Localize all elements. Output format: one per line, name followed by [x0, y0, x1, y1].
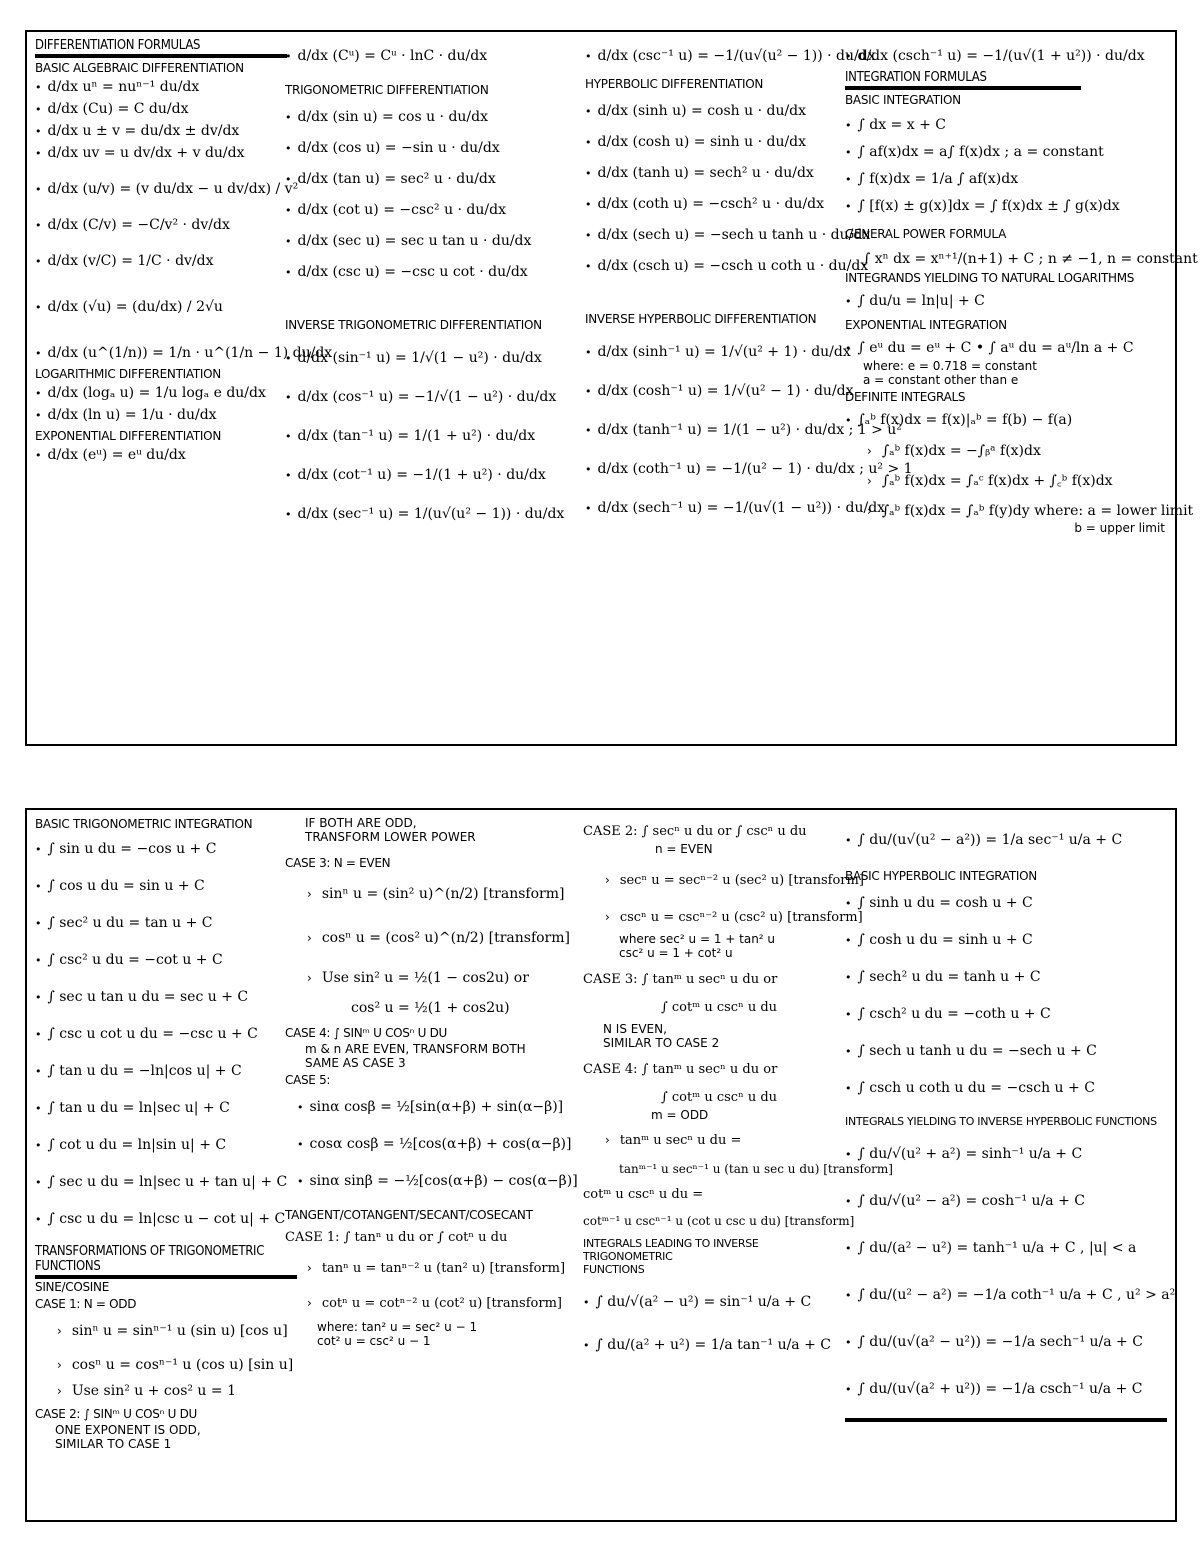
formula: • ∫ du/(a² + u²) = 1/a tan⁻¹ u/a + C: [583, 1337, 845, 1354]
hyperbolic-diff-heading: HYPERBOLIC DIFFERENTIATION: [585, 77, 764, 91]
formula: • d/dx u ± v = du/dx ± dv/dx: [35, 123, 287, 140]
formula: › tanⁿ u = tanⁿ⁻² u (tan² u) [transform]: [285, 1260, 585, 1277]
formula: • ∫ csch² u du = −coth u + C: [845, 1006, 1175, 1023]
inverse-trig-diff-heading: INVERSE TRIGONOMETRIC DIFFERENTIATION: [285, 318, 542, 332]
formula: › cscⁿ u = cscⁿ⁻² u (csc² u) [transform]: [583, 909, 845, 926]
formula: • sinα sinβ = −½[cos(α+β) − cos(α−β)]: [297, 1173, 585, 1190]
formula: • ∫ [f(x) ± g(x)]dx = ∫ f(x)dx ± ∫ g(x)dx: [845, 198, 1175, 215]
exponential-integration-heading: EXPONENTIAL INTEGRATION: [845, 318, 1007, 332]
basic-trig-integration-heading: BASIC TRIGONOMETRIC INTEGRATION: [35, 817, 253, 831]
formula: tanᵐ⁻¹ u secⁿ⁻¹ u (tan u sec u du) [transform]: [619, 1162, 893, 1176]
formula: • d/dx (csc u) = −csc u cot · du/dx: [285, 264, 577, 281]
formula: • d/dx (logₐ u) = 1/u logₐ e du/dx: [35, 385, 287, 402]
formula: • d/dx (sec⁻¹ u) = 1/(u√(u² − 1)) · du/dx: [285, 506, 577, 523]
formula: • ∫ sec u tan u du = sec u + C: [35, 989, 297, 1006]
trig-powers-column: [285, 814, 585, 1516]
formula: • ∫ csch u coth u du = −csch u + C: [845, 1080, 1175, 1097]
formula: • ∫ sec u du = ln|sec u + tan u| + C: [35, 1174, 297, 1191]
case-2-even-note: n = EVEN: [655, 842, 713, 856]
natural-log-heading: INTEGRANDS YIELDING TO NATURAL LOGARITHMS: [845, 271, 1135, 285]
formula: • ∫ du/(u² − a²) = −1/a coth⁻¹ u/a + C , u² > a²: [845, 1287, 1175, 1304]
case-3-heading: CASE 3: N = EVEN: [285, 856, 391, 870]
formula: • ∫ du/(u√(u² − a²)) = 1/a sec⁻¹ u/a + C: [845, 832, 1175, 849]
formula: • d/dx (cot u) = −csc² u · du/dx: [285, 202, 577, 219]
formula: • d/dx (coth⁻¹ u) = −1/(u² − 1) · du/dx ; u² > 1: [585, 461, 847, 478]
formula: • d/dx (tanh u) = sech² u · du/dx: [585, 165, 847, 182]
trig-integration-column: [35, 814, 297, 1516]
formula: • ∫ cosh u du = sinh u + C: [845, 932, 1175, 949]
formula: • d/dx (cosh⁻¹ u) = 1/√(u² − 1) · du/dx: [585, 383, 847, 400]
logarithmic-heading: LOGARITHMIC DIFFERENTIATION: [35, 367, 221, 381]
basic-integration-heading: BASIC INTEGRATION: [845, 93, 961, 107]
formula: • d/dx (C/v) = −C/v² · dv/dx: [35, 217, 287, 234]
formula: • d/dx (ln u) = 1/u · du/dx: [35, 407, 287, 424]
formula: • ∫ du/(a² − u²) = tanh⁻¹ u/a + C , |u| < a: [845, 1240, 1175, 1257]
formula: CASE 4: ∫ tanᵐ u secⁿ u du or: [583, 1062, 778, 1077]
formula: • d/dx (sech u) = −sech u tanh u · du/dx: [585, 227, 847, 244]
formula: › ∫ₐᵇ f(x)dx = ∫ₐᵇ f(y)dy where: a = lower limit: [845, 503, 1175, 519]
formula: • sinα cosβ = ½[sin(α+β) + sin(α−β)]: [297, 1099, 585, 1116]
formula: • ∫ sec² u du = tan u + C: [35, 915, 297, 932]
closing-rule: [845, 1418, 1167, 1422]
formula: • d/dx uⁿ = nuⁿ⁻¹ du/dx: [35, 79, 287, 96]
formula: › Use sin² u + cos² u = 1: [35, 1383, 297, 1399]
formula: • d/dx (v/C) = 1/C · dv/dx: [35, 253, 287, 270]
formula: • d/dx (cos⁻¹ u) = −1/√(1 − u²) · du/dx: [285, 389, 577, 406]
formula: CASE 1: ∫ tanⁿ u du or ∫ cotⁿ u du: [285, 1230, 508, 1245]
formula: cotᵐ u cscⁿ u du =: [583, 1187, 704, 1202]
formula: • ∫ cot u du = ln|sin u| + C: [35, 1137, 297, 1154]
formula: • d/dx (√u) = (du/dx) / 2√u: [35, 299, 287, 316]
case-5-heading: CASE 5:: [285, 1073, 331, 1087]
integration-formulas-heading: INTEGRATION FORMULAS: [845, 70, 1081, 90]
formula: › tanᵐ u secⁿ u du =: [583, 1132, 845, 1149]
differentiation-formulas-heading: DIFFERENTIATION FORMULAS: [35, 38, 287, 58]
formula: › secⁿ u = secⁿ⁻² u (sec² u) [transform]: [583, 872, 845, 889]
formula: • ∫ₐᵇ f(x)dx = f(x)|ₐᵇ = f(b) − f(a): [845, 412, 1175, 429]
formula: › sinⁿ u = (sin² u)^(n/2) [transform]: [285, 886, 585, 902]
formula: • d/dx (cos u) = −sin u · du/dx: [285, 140, 577, 157]
formula: • ∫ sech u tanh u du = −sech u + C: [845, 1043, 1175, 1060]
formula: • d/dx (sin u) = cos u · du/dx: [285, 109, 577, 126]
formula: › cosⁿ u = cosⁿ⁻¹ u (cos u) [sin u]: [35, 1357, 297, 1373]
formula: • d/dx (sec u) = sec u tan u · du/dx: [285, 233, 577, 250]
integration-column: [845, 36, 1198, 740]
formula: • ∫ csc u cot u du = −csc u + C: [35, 1026, 297, 1043]
formula: cotᵐ⁻¹ u cscⁿ⁻¹ u (cot u csc u du) [transform]: [583, 1214, 855, 1228]
tangent-cotangent-heading: TANGENT/COTANGENT/SECANT/COSECANT: [285, 1208, 533, 1222]
formula: ∫ cotᵐ u cscⁿ u du: [661, 1000, 778, 1015]
formula: › cosⁿ u = (cos² u)^(n/2) [transform]: [285, 930, 585, 946]
basic-hyperbolic-integration-heading: BASIC HYPERBOLIC INTEGRATION: [845, 869, 1037, 883]
case-3-note: N IS EVEN, SIMILAR TO CASE 2: [603, 1022, 720, 1050]
formula: › cotⁿ u = cotⁿ⁻² u (cot² u) [transform]: [285, 1295, 585, 1312]
formula: • ∫ sech² u du = tanh u + C: [845, 969, 1175, 986]
case-4-heading: CASE 4: ∫ SINᵐ U COSⁿ U DU: [285, 1026, 448, 1040]
exponential-note: where: e = 0.718 = constant a = constant other than e: [863, 359, 1037, 387]
tangent-identity-note: where: tan² u = sec² u − 1 cot² u = csc² u − 1: [317, 1320, 478, 1348]
formula: • ∫ csc u du = ln|csc u − cot u| + C: [35, 1211, 297, 1228]
inverse-hyperbolic-diff-heading: INVERSE HYPERBOLIC DIFFERENTIATION: [585, 312, 817, 326]
formula: • ∫ sin u du = −cos u + C: [35, 841, 297, 858]
formula: • d/dx (tan⁻¹ u) = 1/(1 + u²) · du/dx: [285, 428, 577, 445]
formula: • ∫ du/√(u² + a²) = sinh⁻¹ u/a + C: [845, 1146, 1175, 1163]
secant-cases-column: [583, 814, 893, 1516]
formula: ∫ cotᵐ u cscⁿ u du: [661, 1090, 778, 1105]
differentiation-column-2: [285, 36, 577, 740]
exponential-diff-heading: EXPONENTIAL DIFFERENTIATION: [35, 429, 221, 443]
definite-integrals-heading: DEFINITE INTEGRALS: [845, 390, 966, 404]
formula: • ∫ cos u du = sin u + C: [35, 878, 297, 895]
formula: • d/dx (cot⁻¹ u) = −1/(1 + u²) · du/dx: [285, 467, 577, 484]
formula: • ∫ sinh u du = cosh u + C: [845, 895, 1175, 912]
formula: • d/dx (csch⁻¹ u) = −1/(u√(1 + u²)) · du/dx: [845, 48, 1175, 65]
case-2-heading: CASE 2: ∫ SINᵐ U COSⁿ U DU: [35, 1407, 198, 1421]
formula: • d/dx (cosh u) = sinh u · du/dx: [585, 134, 847, 151]
inverse-trig-integrals-heading: INTEGRALS LEADING TO INVERSE TRIGONOMETRIC FUNCTIONS: [583, 1237, 759, 1276]
formula: • ∫ du/u = ln|u| + C: [845, 293, 1175, 310]
formula: • ∫ dx = x + C: [845, 117, 1175, 134]
formula: • d/dx (sech⁻¹ u) = −1/(u√(1 − u²)) · du/dx: [585, 500, 847, 517]
differentiation-integration-panel: [25, 30, 1198, 746]
formula: CASE 3: ∫ tanᵐ u secⁿ u du or: [583, 972, 778, 987]
case-4-note: m & n ARE EVEN, TRANSFORM BOTH SAME AS CASE 3: [305, 1042, 526, 1070]
formula: • ∫ af(x)dx = a∫ f(x)dx ; a = constant: [845, 144, 1175, 161]
formula: • d/dx (Cᵘ) = Cᵘ · lnC · du/dx: [285, 48, 577, 65]
formula: • d/dx (u^(1/n)) = 1/n · u^(1/n − 1) du/dx: [35, 345, 287, 362]
formula: • ∫ csc² u du = −cot u + C: [35, 952, 297, 969]
case-1-heading: CASE 1: N = ODD: [35, 1297, 137, 1311]
formula: • ∫ f(x)dx = 1/a ∫ af(x)dx: [845, 171, 1175, 188]
formula: CASE 2: ∫ secⁿ u du or ∫ cscⁿ u du: [583, 824, 807, 839]
formula: • d/dx (sin⁻¹ u) = 1/√(1 − u²) · du/dx: [285, 350, 577, 367]
formula: • d/dx (Cu) = C du/dx: [35, 101, 287, 118]
formula: • ∫ eᵘ du = eᵘ + C • ∫ aᵘ du = aᵘ/ln a + C: [845, 340, 1175, 357]
formula: • d/dx (csch u) = −csch u coth u · du/dx: [585, 258, 847, 275]
formula: • d/dx (sinh u) = cosh u · du/dx: [585, 103, 847, 120]
formula: • ∫ du/√(u² − a²) = cosh⁻¹ u/a + C: [845, 1193, 1175, 1210]
secant-identity-note: where sec² u = 1 + tan² u csc² u = 1 + cot² u: [619, 932, 776, 960]
formula: • d/dx uv = u dv/dx + v du/dx: [35, 145, 287, 162]
case-4-odd-note: m = ODD: [651, 1108, 709, 1122]
formula: • ∫ du/(u√(a² − u²)) = −1/a sech⁻¹ u/a + C: [845, 1334, 1175, 1351]
formula: • ∫ tan u du = −ln|cos u| + C: [35, 1063, 297, 1080]
formula: • d/dx (tan u) = sec² u · du/dx: [285, 171, 577, 188]
formula: › sinⁿ u = sinⁿ⁻¹ u (sin u) [cos u]: [35, 1323, 297, 1339]
formula: • d/dx (tanh⁻¹ u) = 1/(1 − u²) · du/dx ; 1 > u²: [585, 422, 847, 439]
formula: • d/dx (coth u) = −csch² u · du/dx: [585, 196, 847, 213]
formula: › ∫ₐᵇ f(x)dx = ∫ₐᶜ f(x)dx + ∫꜀ᵇ f(x)dx: [845, 473, 1175, 489]
formula: cos² u = ½(1 + cos2u): [351, 1000, 510, 1016]
formula: › Use sin² u = ½(1 − cos2u) or: [285, 970, 585, 986]
general-power-heading: GENERAL POWER FORMULA: [845, 227, 1006, 241]
upper-limit-note: b = upper limit: [1074, 521, 1165, 535]
transformations-heading: TRANSFORMATIONS OF TRIGONOMETRIC FUNCTIONS: [35, 1244, 297, 1279]
differentiation-column-1: [35, 36, 333, 740]
inverse-hyperbolic-integrals-heading: INTEGRALS YIELDING TO INVERSE HYPERBOLIC FUNCTIONS: [845, 1115, 1157, 1128]
integration-techniques-panel: [25, 808, 1177, 1522]
formula: • ∫ tan u du = ln|sec u| + C: [35, 1100, 297, 1117]
formula: • d/dx (u/v) = (v du/dx − u dv/dx) / v²: [35, 181, 287, 198]
formula: › ∫ₐᵇ f(x)dx = −∫ᵦᵃ f(x)dx: [845, 443, 1175, 459]
formula: • d/dx (sinh⁻¹ u) = 1/√(u² + 1) · du/dx: [585, 344, 847, 361]
formula: • cosα cosβ = ½[cos(α+β) + cos(α−β)]: [297, 1136, 585, 1153]
case-2-note: ONE EXPONENT IS ODD, SIMILAR TO CASE 1: [55, 1423, 201, 1451]
formula: ∫ xⁿ dx = xⁿ⁺¹/(n+1) + C ; n ≠ −1, n = constant: [863, 251, 1198, 267]
basic-algebraic-heading: BASIC ALGEBRAIC DIFFERENTIATION: [35, 61, 244, 75]
trigonometric-diff-heading: TRIGONOMETRIC DIFFERENTIATION: [285, 83, 489, 97]
odd-powers-note: IF BOTH ARE ODD, TRANSFORM LOWER POWER: [305, 816, 476, 844]
formula: • ∫ du/(u√(a² + u²)) = −1/a csch⁻¹ u/a + C: [845, 1381, 1175, 1398]
formula: • d/dx (eᵘ) = eᵘ du/dx: [35, 447, 287, 464]
sine-cosine-heading: SINE/COSINE: [35, 1280, 109, 1294]
formula: • ∫ du/√(a² − u²) = sin⁻¹ u/a + C: [583, 1294, 845, 1311]
hyperbolic-integration-column: [845, 814, 1175, 1516]
formula: • d/dx (csc⁻¹ u) = −1/(u√(u² − 1)) · du/dx: [585, 48, 847, 65]
